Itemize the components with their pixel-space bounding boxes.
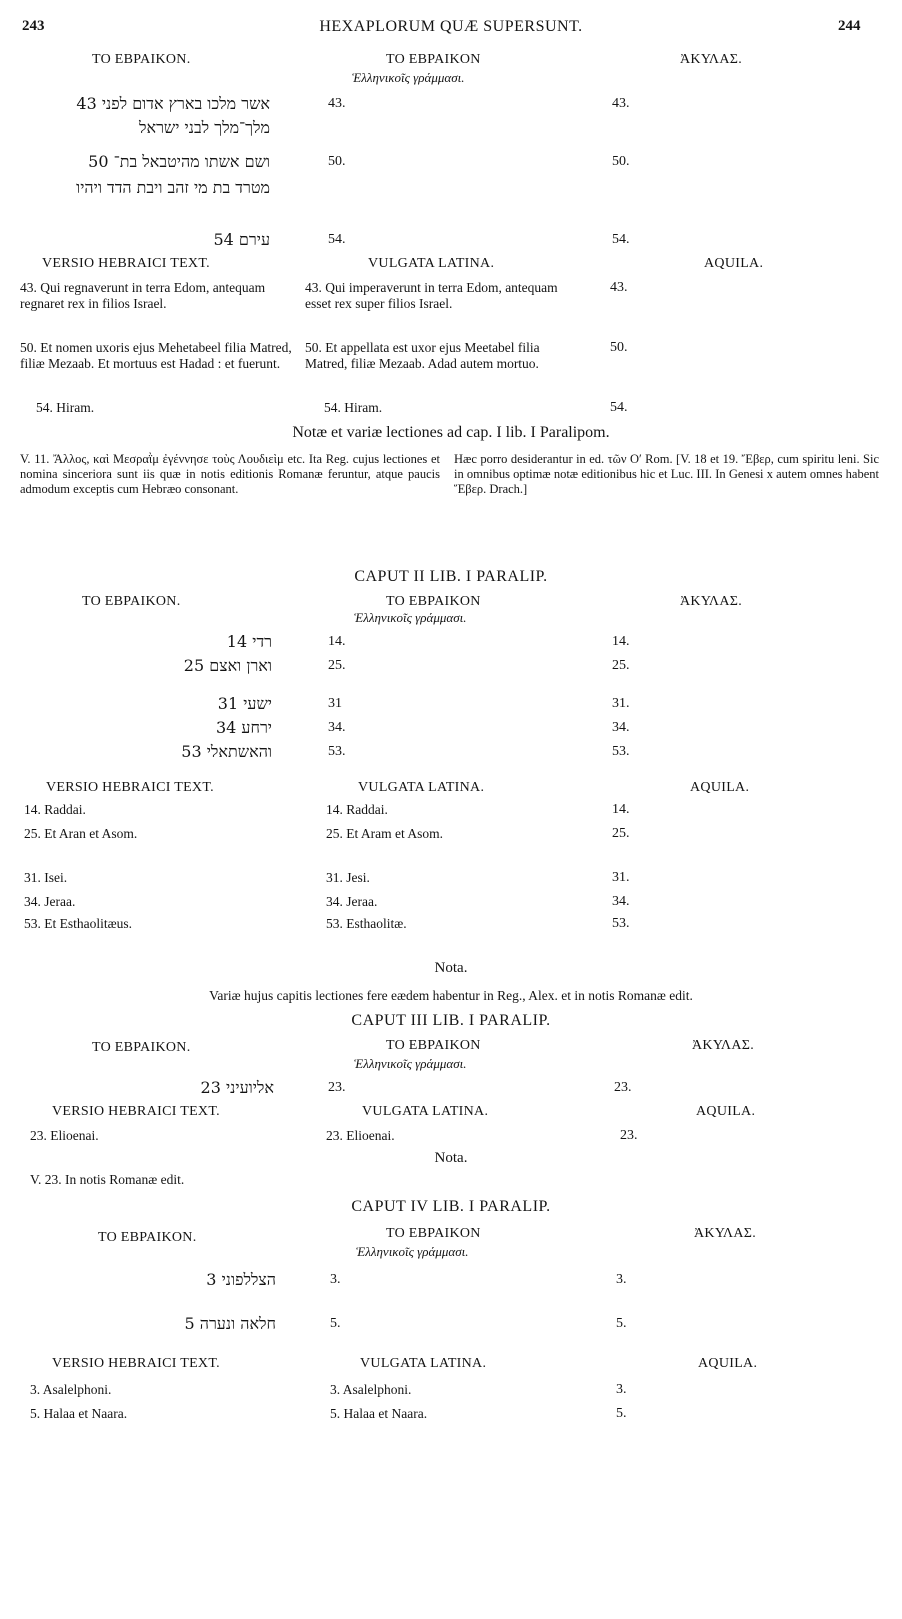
versio-text: 25. Et Aran et Asom. bbox=[24, 826, 138, 841]
aquila-number: 23. bbox=[620, 1128, 638, 1143]
col-header-aquila-greek: ἈΚΥΛΑΣ. bbox=[692, 1038, 755, 1053]
vulgata-text: 50. Et appellata est uxor ejus Meetabel filia Matred, filiæ Mezaab. Adad autem mortuo. bbox=[305, 340, 540, 371]
aquila-number: 14. bbox=[612, 802, 630, 817]
col-header-aquila-latin: AQUILA. bbox=[704, 256, 764, 271]
aquila-number: 54. bbox=[610, 400, 628, 415]
hebrew-line: והאשתאלי 53 bbox=[181, 742, 272, 761]
verse-number: 14. bbox=[612, 634, 630, 649]
col-header-hebrew-greek: TO EBPAIKON bbox=[386, 594, 481, 609]
col-subheader-greek-letters: Ἑλληνικοῖς γράμμασι. bbox=[354, 1056, 467, 1071]
caput-2-title: CAPUT II LIB. I PARALIP. bbox=[354, 568, 548, 585]
hebrew-line: וארן ואצם 25 bbox=[183, 656, 272, 675]
verse-number: 50. bbox=[612, 154, 630, 169]
col-header-hebrew: TO EBPAIKON. bbox=[98, 1230, 197, 1245]
col-header-vulgata: VULGATA LATINA. bbox=[362, 1104, 489, 1119]
running-head: HEXAPLORUM QUÆ SUPERSUNT. bbox=[319, 18, 583, 35]
aquila-number: 53. bbox=[612, 916, 630, 931]
col-header-vulgata: VULGATA LATINA. bbox=[368, 256, 495, 271]
verse-number: 3. bbox=[330, 1272, 341, 1287]
col-header-aquila-latin: AQUILA. bbox=[690, 780, 750, 795]
hebrew-line: חלאה ונערה 5 bbox=[184, 1314, 276, 1333]
aquila-number: 31. bbox=[612, 870, 630, 885]
vulgata-text: 43. Qui imperaverunt in terra Edom, antequam esset rex super filios Israel. bbox=[305, 280, 558, 311]
aquila-number: 43. bbox=[610, 280, 628, 295]
hebrew-line-cont: מלך־מלך לבני ישראל bbox=[138, 118, 270, 137]
verse-number: 31. bbox=[612, 696, 630, 711]
col-header-versio: VERSIO HEBRAICI TEXT. bbox=[52, 1104, 220, 1119]
nota-text: V. 23. In notis Romanæ edit. bbox=[30, 1172, 185, 1187]
verse-number: 5. bbox=[616, 1316, 627, 1331]
hebrew-line: אשר מלכו בארץ אדום לפני 43 bbox=[76, 94, 270, 113]
col-subheader-greek-letters: Ἑλληνικοῖς γράμμασι. bbox=[356, 1244, 469, 1259]
verse-number: 53. bbox=[328, 744, 346, 759]
col-subheader-greek-letters: Ἑλληνικοῖς γράμμασι. bbox=[354, 610, 467, 625]
verse-number: 23. bbox=[614, 1080, 632, 1095]
verse-number: 53. bbox=[612, 744, 630, 759]
versio-text: 50. Et nomen uxoris ejus Mehetabeel filia Matred, filiæ Mezaab. Et mortuus est Hadad : et fuerunt. bbox=[20, 340, 292, 371]
verse-number: 31 bbox=[328, 696, 342, 711]
verse-number: 34. bbox=[328, 720, 346, 735]
vulgata-text: 23. Elioenai. bbox=[326, 1128, 395, 1143]
verse-number: 23. bbox=[328, 1080, 346, 1095]
col-header-hebrew-greek: TO EBPAIKON bbox=[386, 1038, 481, 1053]
vulgata-text: 25. Et Aram et Asom. bbox=[326, 826, 443, 841]
vulgata-text: 14. Raddai. bbox=[326, 802, 388, 817]
caput-3-title: CAPUT III LIB. I PARALIP. bbox=[351, 1012, 551, 1029]
col-header-aquila-latin: AQUILA. bbox=[698, 1356, 758, 1371]
vulgata-text: 3. Asalelphoni. bbox=[330, 1382, 412, 1397]
col-header-hebrew-greek: TO EBPAIKON bbox=[386, 52, 481, 67]
verse-number: 54. bbox=[328, 232, 346, 247]
aquila-number: 50. bbox=[610, 340, 628, 355]
verse-number: 43. bbox=[612, 96, 630, 111]
hebrew-line: אליועיני 23 bbox=[200, 1078, 274, 1097]
verse-number: 34. bbox=[612, 720, 630, 735]
versio-text: 43. Qui regnaverunt in terra Edom, antequam regnaret rex in filios Israel. bbox=[20, 280, 266, 311]
nota-text: Variæ hujus capitis lectiones fere eædem habentur in Reg., Alex. et in notis Romanæ edit. bbox=[209, 988, 693, 1003]
versio-text: 34. Jeraa. bbox=[24, 894, 76, 909]
hebrew-line: הצללפוני 3 bbox=[206, 1270, 276, 1289]
col-header-versio: VERSIO HEBRAICI TEXT. bbox=[42, 256, 210, 271]
versio-text: 31. Isei. bbox=[24, 870, 68, 885]
hebrew-line: ירחע 34 bbox=[215, 718, 272, 737]
aquila-number: 5. bbox=[616, 1406, 627, 1421]
nota-title: Nota. bbox=[434, 1150, 468, 1166]
right-page-number: 244 bbox=[838, 18, 861, 34]
vulgata-text: 5. Halaa et Naara. bbox=[330, 1406, 428, 1421]
vulgata-text: 53. Esthaolitæ. bbox=[326, 916, 407, 931]
col-header-versio: VERSIO HEBRAICI TEXT. bbox=[52, 1356, 220, 1371]
col-header-aquila-greek: ἈΚΥΛΑΣ. bbox=[680, 594, 743, 609]
verse-number: 54. bbox=[612, 232, 630, 247]
verse-number: 25. bbox=[612, 658, 630, 673]
verse-number: 5. bbox=[330, 1316, 341, 1331]
verse-number: 50. bbox=[328, 154, 346, 169]
hebrew-line: ישעי 31 bbox=[217, 694, 272, 713]
col-header-aquila-greek: ἈΚΥΛΑΣ. bbox=[680, 52, 743, 67]
col-subheader-greek-letters: Ἑλληνικοῖς γράμμασι. bbox=[352, 70, 465, 85]
versio-text: 14. Raddai. bbox=[24, 802, 86, 817]
verse-number: 25. bbox=[328, 658, 346, 673]
note-left-column: V. 11. Ἄλλος, καὶ Μεσραῒμ ἐγέννησε τοὺς Λουδιεὶμ etc. Ita Reg. cujus lectiones et nomina sinceriora sunt iis quæ in notis editionis Romanæ feruntur, atque paucis admodum exceptis cum Hebræo consonant. bbox=[20, 452, 440, 496]
hebrew-line-cont: מטרד בת מי זהב ויבת הדד ויהיו bbox=[76, 178, 270, 197]
verse-number: 43. bbox=[328, 96, 346, 111]
col-header-hebrew: TO EBPAIKON. bbox=[92, 1040, 191, 1055]
verse-number: 14. bbox=[328, 634, 346, 649]
vulgata-text: 31. Jesi. bbox=[326, 870, 370, 885]
col-header-hebrew-greek: TO EBPAIKON bbox=[386, 1226, 481, 1241]
aquila-number: 34. bbox=[612, 894, 630, 909]
versio-text: 53. Et Esthaolitæus. bbox=[24, 916, 132, 931]
versio-text: 54. Hiram. bbox=[36, 400, 95, 415]
left-page-number: 243 bbox=[22, 18, 45, 34]
notes-title: Notæ et variæ lectiones ad cap. I lib. I Paralipom. bbox=[292, 424, 610, 441]
caput-4-title: CAPUT IV LIB. I PARALIP. bbox=[351, 1198, 551, 1215]
verse-number: 3. bbox=[616, 1272, 627, 1287]
aquila-number: 3. bbox=[616, 1382, 627, 1397]
note-right-column: Hæc porro desiderantur in ed. τῶν Οʹ Rom. [V. 18 et 19. Ἔβερ, cum spiritu leni. Sic in omnibus optimæ notæ editionibus hic et Luc. III. In Genesi x autem omnes habent Ἕβερ. Drach.] bbox=[454, 452, 879, 496]
versio-text: 3. Asalelphoni. bbox=[30, 1382, 112, 1397]
versio-text: 5. Halaa et Naara. bbox=[30, 1406, 128, 1421]
col-header-aquila-greek: ἈΚΥΛΑΣ. bbox=[694, 1226, 757, 1241]
nota-title: Nota. bbox=[434, 960, 468, 976]
vulgata-text: 34. Jeraa. bbox=[326, 894, 378, 909]
hebrew-line: ושם אשתו מהיטבאל בת־ 50 bbox=[88, 152, 270, 171]
versio-text: 23. Elioenai. bbox=[30, 1128, 99, 1143]
col-header-aquila-latin: AQUILA. bbox=[696, 1104, 756, 1119]
vulgata-text: 54. Hiram. bbox=[324, 400, 383, 415]
hebrew-line: עירם 54 bbox=[213, 230, 270, 249]
col-header-hebrew: TO EBPAIKON. bbox=[82, 594, 181, 609]
hebrew-line: רדי 14 bbox=[226, 632, 272, 651]
aquila-number: 25. bbox=[612, 826, 630, 841]
col-header-hebrew: TO EBPAIKON. bbox=[92, 52, 191, 67]
col-header-vulgata: VULGATA LATINA. bbox=[360, 1356, 487, 1371]
col-header-vulgata: VULGATA LATINA. bbox=[358, 780, 485, 795]
col-header-versio: VERSIO HEBRAICI TEXT. bbox=[46, 780, 214, 795]
